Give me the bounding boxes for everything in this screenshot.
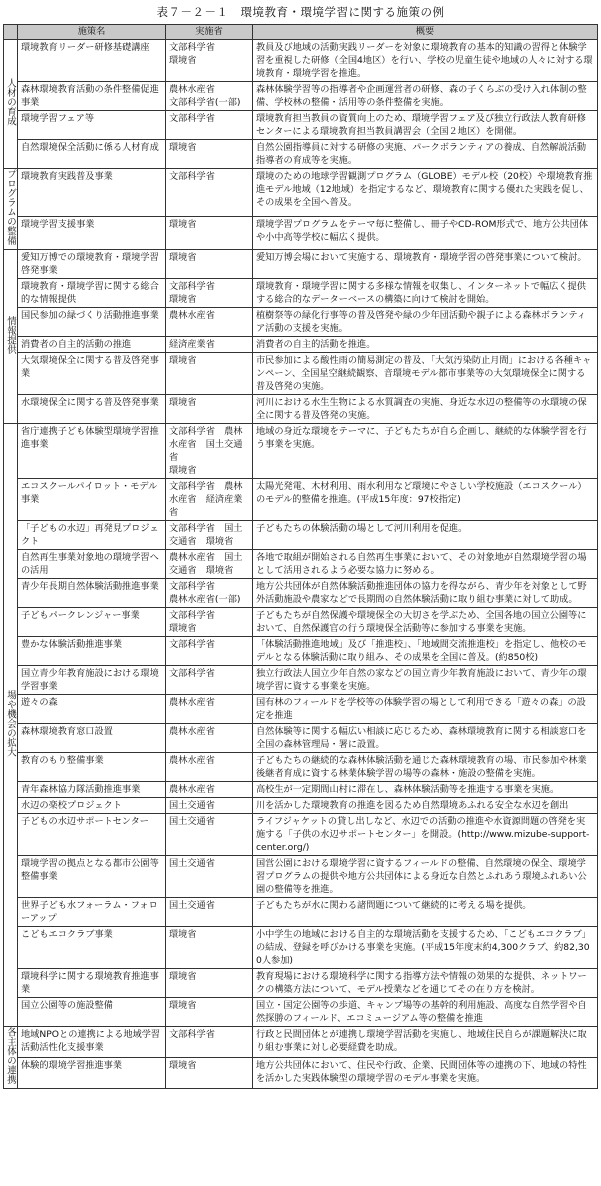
summary-cell: 河川における水生生物による水質調査の実施、身近な水辺の整備等の水環境の保全に関する普及啓発の実施。 xyxy=(253,395,598,424)
summary-cell: 太陽光発電、木材利用、雨水利用など環境にやさしい学校施設（エコスクール）のモデル的整備を推進。(平成15年度：97校指定) xyxy=(253,479,598,521)
agency-cell: 国土交通省 xyxy=(166,814,253,856)
summary-cell: 環境学習プログラムをテーマ毎に整備し、冊子やCD-ROM形式で、地方公共団体や小中高等学校に幅広く提供。 xyxy=(253,216,598,249)
agency-cell: 環境省 xyxy=(166,140,253,169)
summary-cell: 国営公園における環境学習に資するフィールドの整備、自然環境の保全、環境学習プログラムの提供や地方公共団体による身近な自然とふれあう環境ふれあい公園の整備等を推進。 xyxy=(253,856,598,898)
summary-cell: 子どもたちが水に関わる諸問題について継続的に考える場を提供。 xyxy=(253,898,598,927)
agency-cell: 文部科学省 環境省 xyxy=(166,279,253,308)
summary-cell: 環境教育担当教員の資質向上のため、環境学習フェア及び独立行政法人教育研修センターによる環境教育担当教員講習会（全国２地区）を開催。 xyxy=(253,111,598,140)
category-label: プログラムの整備 xyxy=(5,169,16,245)
policy-name-cell: 水環境保全に関する普及啓発事業 xyxy=(18,395,166,424)
policy-name-cell: 環境学習フェア等 xyxy=(18,111,166,140)
policy-name-cell: 国立公園等の施設整備 xyxy=(18,998,166,1027)
table-row xyxy=(4,798,598,814)
summary-cell: 子どもたちが自然保護や環境保全の大切さを学ぶため、全国各地の国立公園等において、自然保護官の行う環境保全活動等に参加する事業を実施。 xyxy=(253,608,598,637)
summary-cell: 各地で取組が開始される自然再生事業において、その対象地が自然環境学習の場として活用されるよう必要な協力に努める。 xyxy=(253,550,598,579)
table-row xyxy=(4,111,598,140)
table-row xyxy=(4,424,598,479)
summary-cell: 子どもたちの体験活動の場として河川利用を促進。 xyxy=(253,521,598,550)
policy-name-cell: 環境科学に関する環境教育推進事業 xyxy=(18,969,166,998)
table-row xyxy=(4,724,598,753)
summary-cell: 「体験活動推進地域」及び「推進校」、「地域間交流推進校」を指定し、他校のモデルとなる体験活動に取り組み、その成果を全国に普及。(約850校) xyxy=(253,637,598,666)
table-row xyxy=(4,927,598,969)
table-row xyxy=(4,479,598,521)
category-cell xyxy=(4,169,18,250)
header-row xyxy=(4,25,598,40)
policy-name-cell: 青少年長期自然体験活動推進事業 xyxy=(18,579,166,608)
table-row xyxy=(4,814,598,856)
agency-cell: 環境省 xyxy=(166,250,253,279)
table-row xyxy=(4,753,598,782)
policy-name-cell: 国立青少年教育施設における環境学習事業 xyxy=(18,666,166,695)
summary-cell: 国有林のフィールドを学校等の体験学習の場として利用できる「遊々の森」の設定を推進 xyxy=(253,695,598,724)
policy-name-cell: 世界子ども水フォーラム・フォローアップ xyxy=(18,898,166,927)
table-row xyxy=(4,353,598,395)
agency-cell: 文部科学省 xyxy=(166,637,253,666)
table-row xyxy=(4,550,598,579)
table-title: 表７－２－１ 環境教育・環境学習に関する施策の例 xyxy=(156,5,445,19)
table-row xyxy=(4,782,598,798)
table-row xyxy=(4,250,598,279)
summary-cell: ライフジャケットの貸し出しなど、水辺での活動の推進や水資源問題の啓発を実施する「子供の水辺サポートセンター」を開設。(http://www.mizube-support-center.org/) xyxy=(253,814,598,856)
table-row xyxy=(4,337,598,353)
summary-cell: 川を活かした環境教育の推進を図るため自然環境あふれる安全な水辺を創出 xyxy=(253,798,598,814)
policy-name-cell: 省庁連携子ども体験型環境学習推進事業 xyxy=(18,424,166,479)
table-row xyxy=(4,637,598,666)
header-category xyxy=(4,25,18,40)
category-cell xyxy=(4,250,18,424)
summary-cell: 植樹祭等の緑化行事等の普及啓発や緑の少年団活動や親子による森林ボランティア活動の支援を実施。 xyxy=(253,308,598,337)
table-row xyxy=(4,695,598,724)
summary-cell: 自然体験等に関する幅広い相談に応じるため、森林環境教育に関する相談窓口を全国の森林管理局・署に設置。 xyxy=(253,724,598,753)
category-label: 人材の育成 xyxy=(5,78,16,126)
agency-cell: 文部科学省 国土交通省 環境省 xyxy=(166,521,253,550)
agency-cell: 環境省 xyxy=(166,969,253,998)
category-label: 情報提供 xyxy=(5,315,16,354)
summary-cell: 教育現場における環境科学に関する指導方法や情報の効果的な提供、ネットワークの構築方法について、モデル授業などを通じてその在り方を検討。 xyxy=(253,969,598,998)
policy-name-cell: 森林環境教育活動の条件整備促進事業 xyxy=(18,82,166,111)
policy-name-cell: 「子どもの水辺」再発見プロジェクト xyxy=(18,521,166,550)
policy-table xyxy=(3,24,598,1089)
agency-cell: 環境省 xyxy=(166,998,253,1027)
agency-cell: 文部科学省 農林水産省(一部) xyxy=(166,579,253,608)
summary-cell: 森林体験学習等の指導者や企画運営者の研修、森の子くらぶの受け入れ体制の整備、学校林の整備・活用等の条件整備を実施。 xyxy=(253,82,598,111)
table-row xyxy=(4,279,598,308)
agency-cell: 文部科学省 xyxy=(166,111,253,140)
table-row xyxy=(4,579,598,608)
policy-name-cell: 国民参加の緑づくり活動推進事業 xyxy=(18,308,166,337)
policy-name-cell: 環境学習支援事業 xyxy=(18,216,166,249)
header-agency: 実施省 xyxy=(166,25,253,40)
summary-cell: 地方公共団体が自然体験活動推進団体の協力を得ながら、青少年を対象として野外活動施設や農家などで長期間の自然体験活動に取り組む事業に対して助成。 xyxy=(253,579,598,608)
summary-cell: 環境教育・環境学習に関する多様な情報を収集し、インターネットで幅広く提供する総合的なデーターベースの構築に向けて検討を開始。 xyxy=(253,279,598,308)
agency-cell: 文部科学省 xyxy=(166,1027,253,1058)
summary-cell: 小中学生の地域における自主的な環境活動を支援するため、「こどもエコクラブ」の結成、登録を呼びかける事業を実施。(平成15年度末約4,300クラブ、約82,300人参加) xyxy=(253,927,598,969)
table-row xyxy=(4,40,598,82)
agency-cell: 環境省 xyxy=(166,216,253,249)
header-name: 施策名 xyxy=(18,25,166,40)
agency-cell: 農林水産省 xyxy=(166,724,253,753)
category-cell xyxy=(4,1027,18,1089)
policy-name-cell: こどもエコクラブ事業 xyxy=(18,927,166,969)
table-row xyxy=(4,608,598,637)
table-row xyxy=(4,1058,598,1089)
agency-cell: 国土交通省 xyxy=(166,856,253,898)
table-row xyxy=(4,1027,598,1058)
category-cell xyxy=(4,40,18,169)
agency-cell: 文部科学省 xyxy=(166,666,253,695)
table-row xyxy=(4,82,598,111)
table-row xyxy=(4,140,598,169)
policy-name-cell: 自然環境保全活動に係る人材育成 xyxy=(18,140,166,169)
table-row xyxy=(4,216,598,249)
summary-cell: 高校生が一定期間山村に滞在し、森林体験活動等を推進する事業を実施。 xyxy=(253,782,598,798)
table-row xyxy=(4,521,598,550)
policy-name-cell: 愛知万博での環境教育・環境学習啓発事業 xyxy=(18,250,166,279)
agency-cell: 国土交通省 xyxy=(166,798,253,814)
policy-name-cell: 青年森林協力隊活動推進事業 xyxy=(18,782,166,798)
summary-cell: 消費者の自主的活動を推進。 xyxy=(253,337,598,353)
policy-name-cell: 大気環境保全に関する普及啓発事業 xyxy=(18,353,166,395)
table-body xyxy=(4,40,598,1089)
agency-cell: 農林水産省 文部科学省(一部) xyxy=(166,82,253,111)
summary-cell: 国立・国定公園等の歩道、キャンプ場等の基幹的利用施設、高度な自然学習や自然探勝のフィールド、エコミュージアム等の整備を推進 xyxy=(253,998,598,1027)
agency-cell: 環境省 xyxy=(166,395,253,424)
policy-name-cell: 教育のもり整備事業 xyxy=(18,753,166,782)
policy-name-cell: 森林環境教育窓口設置 xyxy=(18,724,166,753)
agency-cell: 文部科学省 環境省 xyxy=(166,608,253,637)
agency-cell: 農林水産省 xyxy=(166,695,253,724)
table-row xyxy=(4,898,598,927)
policy-name-cell: 子どもの水辺サポートセンター xyxy=(18,814,166,856)
policy-name-cell: 地域NPOとの連携による地域学習活動活性化支援事業 xyxy=(18,1027,166,1058)
agency-cell: 農林水産省 国土交通省 環境省 xyxy=(166,550,253,579)
table-row xyxy=(4,998,598,1027)
table-row xyxy=(4,856,598,898)
policy-name-cell: 自然再生事業対象地の環境学習への活用 xyxy=(18,550,166,579)
policy-name-cell: 豊かな体験活動推進事業 xyxy=(18,637,166,666)
table-row xyxy=(4,308,598,337)
table-row xyxy=(4,969,598,998)
policy-name-cell: 水辺の楽校プロジェクト xyxy=(18,798,166,814)
agency-cell: 文部科学省 環境省 xyxy=(166,40,253,82)
agency-cell: 環境省 xyxy=(166,353,253,395)
table-row xyxy=(4,666,598,695)
agency-cell: 農林水産省 xyxy=(166,782,253,798)
table-row xyxy=(4,169,598,217)
summary-cell: 自然公園指導員に対する研修の実施、パークボランティアの養成、自然解説活動指導者の育成等を実施。 xyxy=(253,140,598,169)
policy-name-cell: 環境教育・環境学習に関する総合的な情報提供 xyxy=(18,279,166,308)
agency-cell: 文部科学省 農林水産省 経済産業省 xyxy=(166,479,253,521)
summary-cell: 行政と民間団体とが連携し環境学習活動を実施し、地域住民自らが課題解決に取り組む事業に対し必要経費を助成。 xyxy=(253,1027,598,1058)
agency-cell: 国土交通省 xyxy=(166,898,253,927)
category-label: 場や機会の拡大 xyxy=(5,689,16,757)
agency-cell: 経済産業省 xyxy=(166,337,253,353)
policy-name-cell: 体験的環境学習推進事業 xyxy=(18,1058,166,1089)
agency-cell: 農林水産省 xyxy=(166,753,253,782)
category-label: 各主体の連携 xyxy=(5,1027,16,1084)
policy-name-cell: 消費者の自主的活動の推進 xyxy=(18,337,166,353)
policy-name-cell: 環境教育実践普及事業 xyxy=(18,169,166,217)
summary-cell: 地方公共団体において、住民や行政、企業、民間団体等の連携の下、地域の特性を活かした実践体験型の環境学習のモデル事業を実施。 xyxy=(253,1058,598,1089)
policy-name-cell: 子どもパークレンジャー事業 xyxy=(18,608,166,637)
policy-name-cell: 環境学習の拠点となる都市公園等整備事業 xyxy=(18,856,166,898)
agency-cell: 環境省 xyxy=(166,927,253,969)
agency-cell: 文部科学省 xyxy=(166,169,253,217)
summary-cell: 子どもたちの継続的な森林体験活動を通じた森林環境教育の場、市民参加や林業後継者育成に資する林業体験学習の場等の森林・施設の整備を実施。 xyxy=(253,753,598,782)
summary-cell: 愛知万博会場において実施する、環境教育・環境学習の啓発事業について検討。 xyxy=(253,250,598,279)
policy-name-cell: エコスクールパイロット・モデル事業 xyxy=(18,479,166,521)
header-summary: 概要 xyxy=(253,25,598,40)
summary-cell: 環境のための地球学習観測プログラム（GLOBE）モデル校（20校）や環境教育推進モデル地域（12地域）を指定するなど、環境教育に関する優れた実践を促し、その成果を全国へ普及。 xyxy=(253,169,598,217)
policy-name-cell: 環境教育リーダー研修基礎講座 xyxy=(18,40,166,82)
policy-name-cell: 遊々の森 xyxy=(18,695,166,724)
agency-cell: 環境省 xyxy=(166,1058,253,1089)
agency-cell: 農林水産省 xyxy=(166,308,253,337)
summary-cell: 地域の身近な環境をテーマに、子どもたちが自ら企画し、継続的な体験学習を行う事業を実施。 xyxy=(253,424,598,479)
summary-cell: 教員及び地域の活動実践リーダーを対象に環境教育の基本的知識の習得と体験学習を重視した研修（全国4地区）を行い、学校の児童生徒や地域の人々に対する環境教育・環境学習を推進。 xyxy=(253,40,598,82)
category-cell xyxy=(4,424,18,1027)
summary-cell: 独立行政法人国立少年自然の家などの国立青少年教育施設において、青少年の環境学習に資する事業を実施。 xyxy=(253,666,598,695)
table-row xyxy=(4,395,598,424)
agency-cell: 文部科学省 農林水産省 国土交通省 環境省 xyxy=(166,424,253,479)
summary-cell: 市民参加による酸性雨の簡易測定の普及、「大気汚染防止月間」における各種キャンペーン、全国星空継続観察、音環境モデル都市事業等の大気環境保全に関する普及啓発の実施。 xyxy=(253,353,598,395)
